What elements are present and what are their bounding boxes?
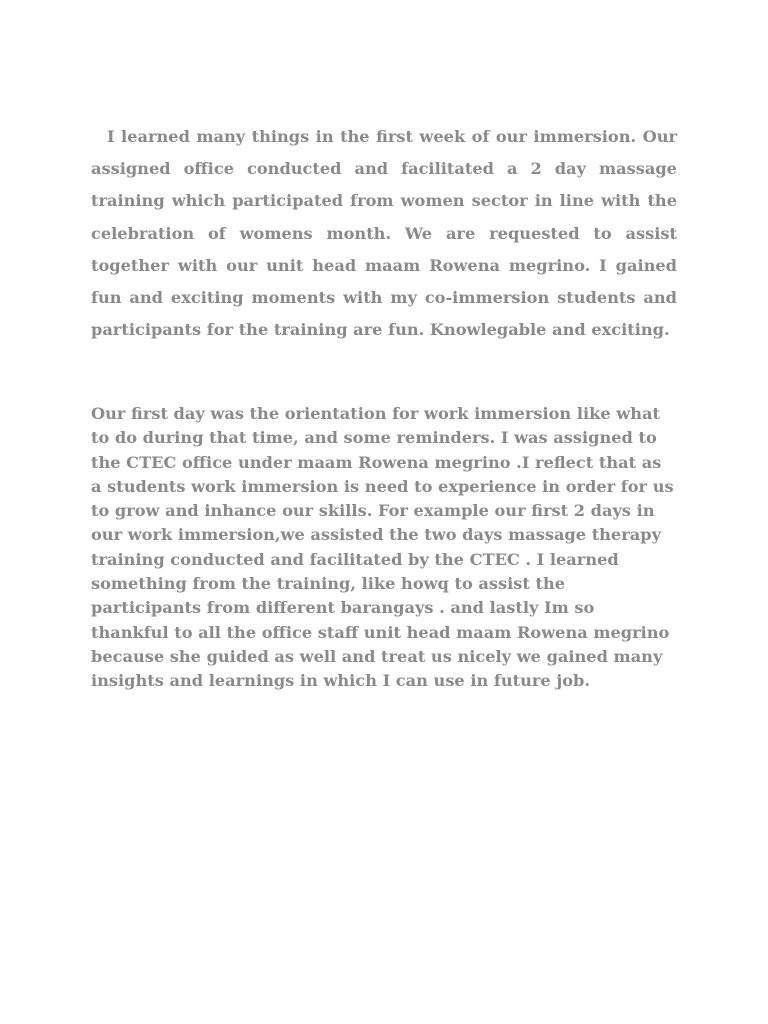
paragraph-first-week-reflection: I learned many things in the first week of our immersion. Our assigned office conducted and facilitated a 2 day massage training which participated from women sector in line with the celebration of womens month. We are requested to assist together with our unit head maam Rowena megrino. I gained fun and exciting moments with my co-immersion students and participants for the training are fun. Knowlegable and exciting. [91, 127, 677, 340]
paragraph-first-day-orientation: Our first day was the orientation for work immersion like what to do during that time, and some reminders. I was assigned to the CTEC office under maam Rowena megrino .I reflect that as a students work immersion is need to experience in order for us to grow and inhance our skills. For example our first 2 days in our work immersion,we assisted the two days massage therapy training conducted and facilitated by the CTEC . I learned something from the training, like howq to assist the participants from different barangays . and lastly Im so thankful to all the office staff unit head maam Rowena megrino because she guided as well and treat us nicely we gained many insights and learnings in which I can use in future job. [91, 404, 674, 691]
